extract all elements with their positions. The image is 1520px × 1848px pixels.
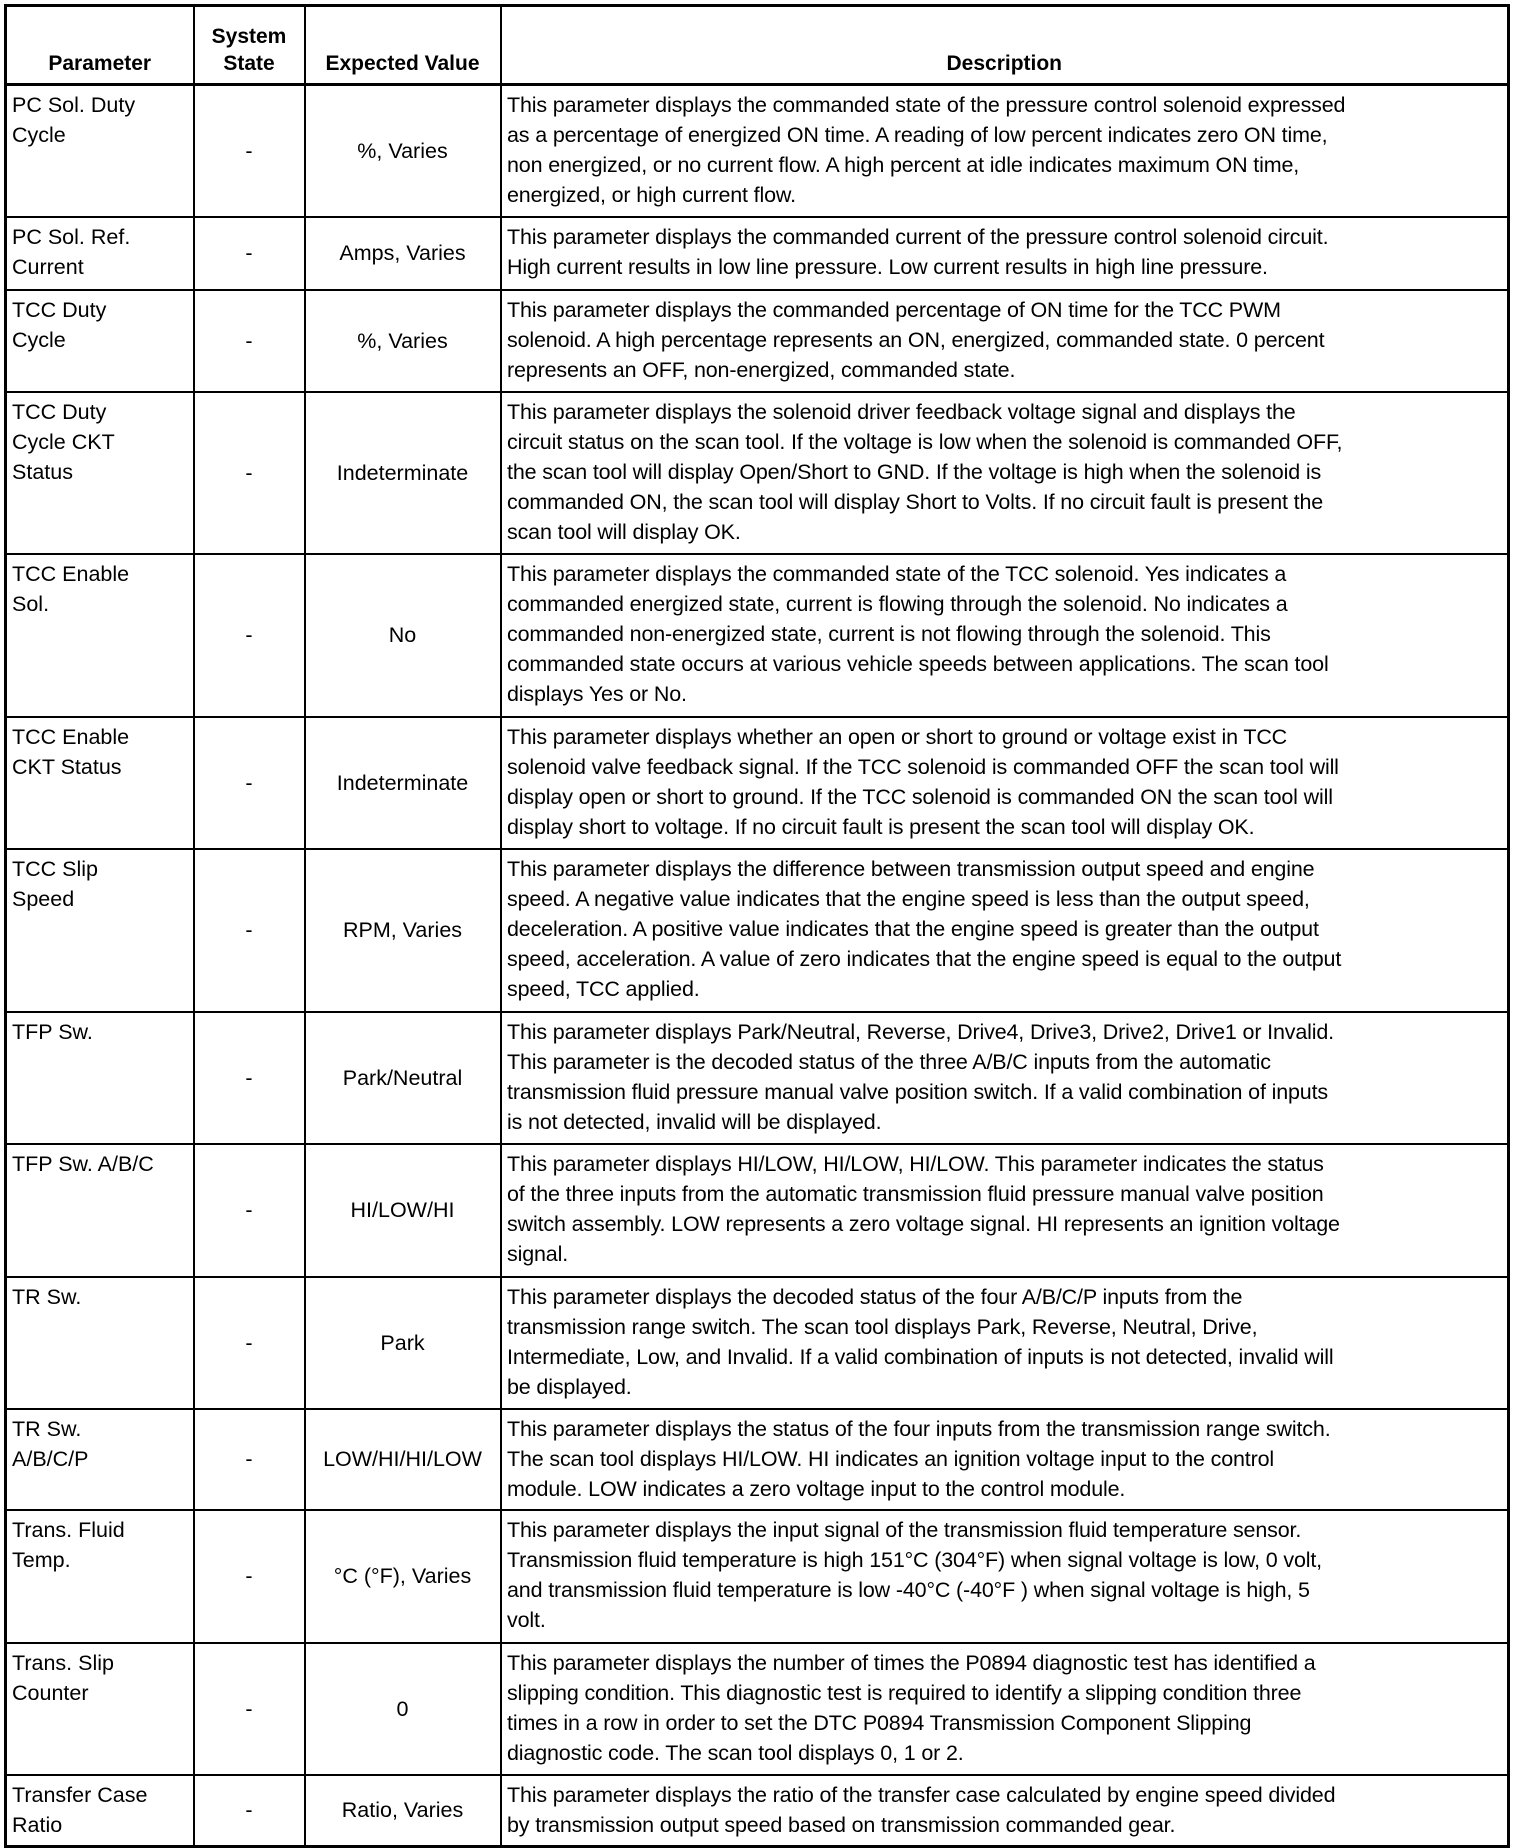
header-description: Description [501,6,1509,85]
parameter-cell [6,85,194,217]
description-line: energized, or high current flow. [506,183,796,207]
description-cell [501,1409,1509,1510]
expected-value-cell: Park [305,1277,501,1409]
description-cell [501,85,1509,217]
parameter-cell [6,1643,194,1775]
parameter-name-line: A/B/C/P [12,1446,89,1471]
description-line: commanded ON, the scan tool will display Short to Volts. If no circuit fault is present the [506,489,1323,514]
expected-value-cell: No [305,554,501,717]
description-line: This parameter displays the status of the four inputs from the transmission range switch. [506,1416,1331,1441]
system-state-cell: - [194,1775,305,1847]
description-line: commanded non-energized state, current is not flowing through the solenoid. This [506,621,1271,646]
system-state-cell: - [194,849,305,1012]
description-line: signal. [506,1241,568,1266]
description-line: switch assembly. LOW represents a zero voltage signal. HI represents an ignition voltage [506,1211,1340,1236]
description-line: the scan tool will display Open/Short to GND. If the voltage is high when the solenoid is [506,459,1321,484]
expected-value-cell: RPM, Varies [305,849,501,1012]
description-cell [501,217,1509,290]
parameter-name-line: TCC Duty [12,297,107,322]
description-line: displays Yes or No. [506,681,687,706]
header-parameter: Parameter [6,6,194,85]
parameter-name-line: Speed [12,886,75,911]
description-line: as a percentage of energized ON time. A reading of low percent indicates zero ON time, [506,123,1327,147]
description-line: This parameter displays HI/LOW, HI/LOW, HI/LOW. This parameter indicates the status [506,1151,1324,1176]
description-line: This parameter displays the commanded state of the pressure control solenoid expressed [506,93,1345,117]
parameter-cell [6,217,194,290]
parameter-name-line: Cycle CKT [12,429,115,454]
system-state-cell: - [194,717,305,849]
parameter-name-line: Transfer Case [12,1782,148,1807]
system-state-cell: - [194,1643,305,1775]
table-row [6,1775,1509,1847]
system-state-cell: - [194,1510,305,1643]
description-line: scan tool will display OK. [506,519,741,544]
description-line: speed, acceleration. A value of zero indicates that the engine speed is equal to the output [506,946,1341,971]
parameter-name-line: Current [12,254,84,279]
description-line: This parameter displays the input signal of the transmission fluid temperature sensor. [506,1517,1301,1542]
parameter-cell [6,290,194,392]
expected-value-cell: %, Varies [305,290,501,392]
parameter-name-line: Counter [12,1680,89,1705]
description-line: deceleration. A positive value indicates that the engine speed is greater than the output [506,916,1319,941]
system-state-cell: - [194,1012,305,1144]
description-cell [501,1510,1509,1643]
parameter-name-line: Sol. [12,591,50,616]
description-cell [501,717,1509,849]
description-line: Transmission fluid temperature is high 151°C (304°F) when signal voltage is low, 0 volt, [506,1547,1322,1572]
description-line: speed. A negative value indicates that the engine speed is less than the output speed, [506,886,1310,911]
table-header [6,6,1509,85]
parameter-cell [6,1012,194,1144]
description-line: solenoid. A high percentage represents an ON, energized, commanded state. 0 percent [506,327,1324,352]
description-line: display short to voltage. If no circuit fault is present the scan tool will display OK. [506,814,1254,839]
parameter-name-line: TCC Enable [12,724,130,749]
description-line: This parameter displays the commanded percentage of ON time for the TCC PWM [506,297,1281,322]
parameter-name-line: TCC Duty [12,399,107,424]
header-row [6,6,1509,85]
description-line: This parameter displays the commanded current of the pressure control solenoid circuit. [506,224,1328,249]
system-state-cell: - [194,217,305,290]
parameter-name-line: Trans. Slip [12,1650,114,1675]
parameter-cell [6,1409,194,1510]
description-line: is not detected, invalid will be displayed. [506,1109,881,1134]
description-line: This parameter displays the ratio of the transfer case calculated by engine speed divided [506,1782,1335,1807]
expected-value-cell: °C (°F), Varies [305,1510,501,1643]
parameter-cell [6,1277,194,1409]
expected-value-cell: LOW/HI/HI/LOW [305,1409,501,1510]
description-line: This parameter displays Park/Neutral, Reverse, Drive4, Drive3, Drive2, Drive1 or Invalid. [506,1019,1334,1044]
scan-tool-parameter-table [4,4,1510,1848]
description-cell [501,1775,1509,1847]
description-line: represents an OFF, non-energized, commanded state. [506,357,1015,382]
parameter-name-line: PC Sol. Duty [12,93,136,117]
table-row [6,554,1509,717]
expected-value-cell: Indeterminate [305,392,501,554]
description-line: This parameter is the decoded status of the three A/B/C inputs from the automatic [506,1049,1271,1074]
description-line: module. LOW indicates a zero voltage input to the control module. [506,1476,1125,1501]
table-row [6,849,1509,1012]
parameter-name-line: Ratio [12,1812,63,1837]
table-row [6,1643,1509,1775]
description-line: This parameter displays the solenoid driver feedback voltage signal and displays the [506,399,1296,424]
expected-value-cell: HI/LOW/HI [305,1144,501,1277]
description-line: transmission fluid pressure manual valve position switch. If a valid combination of inputs [506,1079,1328,1104]
description-line: times in a row in order to set the DTC P0894 Transmission Component Slipping [506,1710,1251,1735]
parameter-name-line: CKT Status [12,754,122,779]
description-line: This parameter displays the commanded state of the TCC solenoid. Yes indicates a [506,561,1286,586]
description-line: diagnostic code. The scan tool displays 0, 1 or 2. [506,1740,964,1765]
table-row [6,290,1509,392]
parameter-cell [6,1510,194,1643]
expected-value-cell: Park/Neutral [305,1012,501,1144]
description-cell [501,1012,1509,1144]
description-line: solenoid valve feedback signal. If the TCC solenoid is commanded OFF the scan tool will [506,754,1339,779]
description-cell [501,554,1509,717]
description-line: This parameter displays the decoded status of the four A/B/C/P inputs from the [506,1284,1242,1309]
parameter-name-line: Cycle [12,327,66,352]
expected-value-cell: %, Varies [305,85,501,217]
expected-value-cell: Indeterminate [305,717,501,849]
parameter-name-line: TR Sw. [12,1416,82,1441]
header-expected-value: Expected Value [305,6,501,85]
description-cell [501,290,1509,392]
parameter-name-line: TCC Enable [12,561,130,586]
parameter-cell [6,1144,194,1277]
parameter-name-line: Temp. [12,1547,71,1572]
parameter-cell [6,849,194,1012]
table-body [6,85,1509,1847]
table-row [6,392,1509,554]
table-row [6,217,1509,290]
system-state-cell: - [194,554,305,717]
system-state-cell: - [194,290,305,392]
table-row [6,1510,1509,1643]
description-line: Intermediate, Low, and Invalid. If a valid combination of inputs is not detected, invalid will [506,1344,1333,1369]
parameter-name-line: Cycle [12,123,66,147]
description-line: commanded energized state, current is flowing through the solenoid. No indicates a [506,591,1287,616]
description-cell [501,1277,1509,1409]
parameter-name-line: PC Sol. Ref. [12,224,131,249]
table-row [6,717,1509,849]
description-cell [501,1643,1509,1775]
expected-value-cell: Amps, Varies [305,217,501,290]
system-state-cell: - [194,1277,305,1409]
parameter-cell [6,717,194,849]
parameter-name-line: TFP Sw. A/B/C [12,1151,154,1176]
parameter-cell [6,1775,194,1847]
parameter-name-line: TCC Slip [12,856,99,881]
description-line: commanded state occurs at various vehicle speeds between applications. The scan tool [506,651,1329,676]
description-cell [501,392,1509,554]
system-state-cell: - [194,1409,305,1510]
description-line: speed, TCC applied. [506,976,700,1001]
header-system-state [194,6,305,85]
description-line: by transmission output speed based on transmission commanded gear. [506,1812,1175,1837]
expected-value-cell: 0 [305,1643,501,1775]
table-row [6,1409,1509,1510]
description-line: This parameter displays the difference between transmission output speed and engine [506,856,1314,881]
description-line: This parameter displays whether an open or short to ground or voltage exist in TCC [506,724,1287,749]
system-state-cell: - [194,392,305,554]
description-line: display open or short to ground. If the TCC solenoid is commanded ON the scan tool will [506,784,1333,809]
system-state-cell: - [194,1144,305,1277]
parameter-cell [6,392,194,554]
table-row [6,1012,1509,1144]
parameter-cell [6,554,194,717]
description-line: be displayed. [506,1374,632,1399]
table-row [6,85,1509,217]
description-line: High current results in low line pressure. Low current results in high line pressure. [506,254,1268,279]
description-line: transmission range switch. The scan tool displays Park, Reverse, Neutral, Drive, [506,1314,1257,1339]
description-line: non energized, or no current flow. A high percent at idle indicates maximum ON time, [506,153,1299,177]
header-system-state-line2: State [223,52,275,75]
description-line: The scan tool displays HI/LOW. HI indicates an ignition voltage input to the control [506,1446,1274,1471]
parameter-name-line: Status [12,459,73,484]
system-state-cell: - [194,85,305,217]
description-line: of the three inputs from the automatic transmission fluid pressure manual valve position [506,1181,1324,1206]
table-row [6,1144,1509,1277]
table-row [6,1277,1509,1409]
description-line: slipping condition. This diagnostic test is required to identify a slipping condition three [506,1680,1301,1705]
header-system-state-line1: System [211,25,287,48]
parameter-name-line: Trans. Fluid [12,1517,125,1542]
description-line: circuit status on the scan tool. If the voltage is low when the solenoid is commanded OFF, [506,429,1342,454]
description-line: This parameter displays the number of times the P0894 diagnostic test has identified a [506,1650,1316,1675]
description-cell [501,1144,1509,1277]
description-line: volt. [506,1607,546,1632]
expected-value-cell: Ratio, Varies [305,1775,501,1847]
description-cell [501,849,1509,1012]
parameter-name-line: TFP Sw. [12,1019,93,1044]
parameter-name-line: TR Sw. [12,1284,82,1309]
description-line: and transmission fluid temperature is low -40°C (-40°F ) when signal voltage is high, 5 [506,1577,1310,1602]
